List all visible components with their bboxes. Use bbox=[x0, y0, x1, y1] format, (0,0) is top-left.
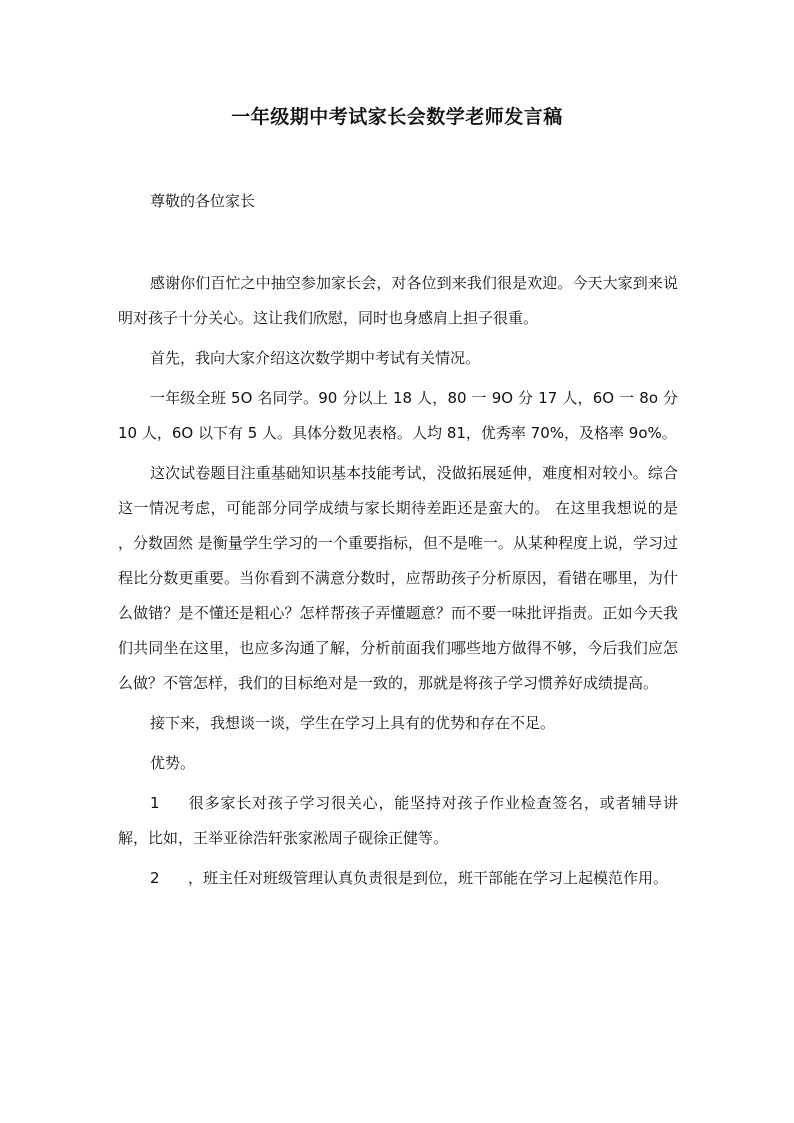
list-item bbox=[118, 861, 678, 896]
paragraph-intro: 首先，我向大家介绍这次数学期中考试有关情况。 bbox=[150, 349, 481, 367]
list-item bbox=[118, 786, 678, 856]
salutation: 尊敬的各位家长 bbox=[150, 192, 256, 210]
list-item-number: 2 bbox=[150, 869, 160, 887]
paragraph-scores: 一年级全班 5O 名同学。90 分以上 18 人，80 一 9O 分 17 人，6O 一 8o 分 10 人，6O 以下有 5 人。具体分数见表格。人均 81，优秀率 70%，及格率 9o%。 bbox=[118, 389, 678, 442]
paragraph-thanks: 感谢你们百忙之中抽空参加家长会，对各位到来我们很是欢迎。今天大家到来说明对孩子十分关心。这让我们欣慰，同时也身感肩上担子很重。 bbox=[118, 274, 678, 327]
document-title: 一年级期中考试家长会数学老师发言稿 bbox=[231, 106, 563, 128]
document-body bbox=[118, 266, 678, 901]
list-item-text: 很多家长对孩子学习很关心，能坚持对孩子作业检查签名，或者辅导讲解，比如，王举亚徐浩轩张家淞周子砚徐正健等。 bbox=[118, 794, 678, 847]
paragraph-exam-analysis: 这次试卷题目注重基础知识基本技能考试，没做拓展延伸，难度相对较小。综合这一情况考虑，可能部分同学成绩与家长期待差距还是蛮大的。 在这里我想说的是 ，分数固然 是衡量学生学习的一个重要指标，但不是唯一。从某种程度上说，学习过程比分数更重要。当你看到不满意分数时，应帮助孩子分析原因，看错在哪里，为什么做错？是不懂还是粗心？怎样帮孩子弄懂题意？而不要一味批评指责。正如今天我们共同坐在这里，也应多沟通了解，分析前面我们哪些地方做得不够，今后我们应怎么做？不管怎样，我们的目标绝对是一致的，那就是将孩子学习惯养好成绩提高。 bbox=[118, 464, 678, 692]
list-item-number: 1 bbox=[150, 794, 160, 812]
paragraph-next-topic: 接下来，我想谈一谈，学生在学习上具有的优势和存在不足。 bbox=[150, 714, 556, 732]
list-item-text: ，班主任对班级管理认真负责很是到位，班干部能在学习上起模范作用。 bbox=[188, 869, 669, 887]
paragraph-advantages-heading: 优势。 bbox=[150, 754, 196, 772]
